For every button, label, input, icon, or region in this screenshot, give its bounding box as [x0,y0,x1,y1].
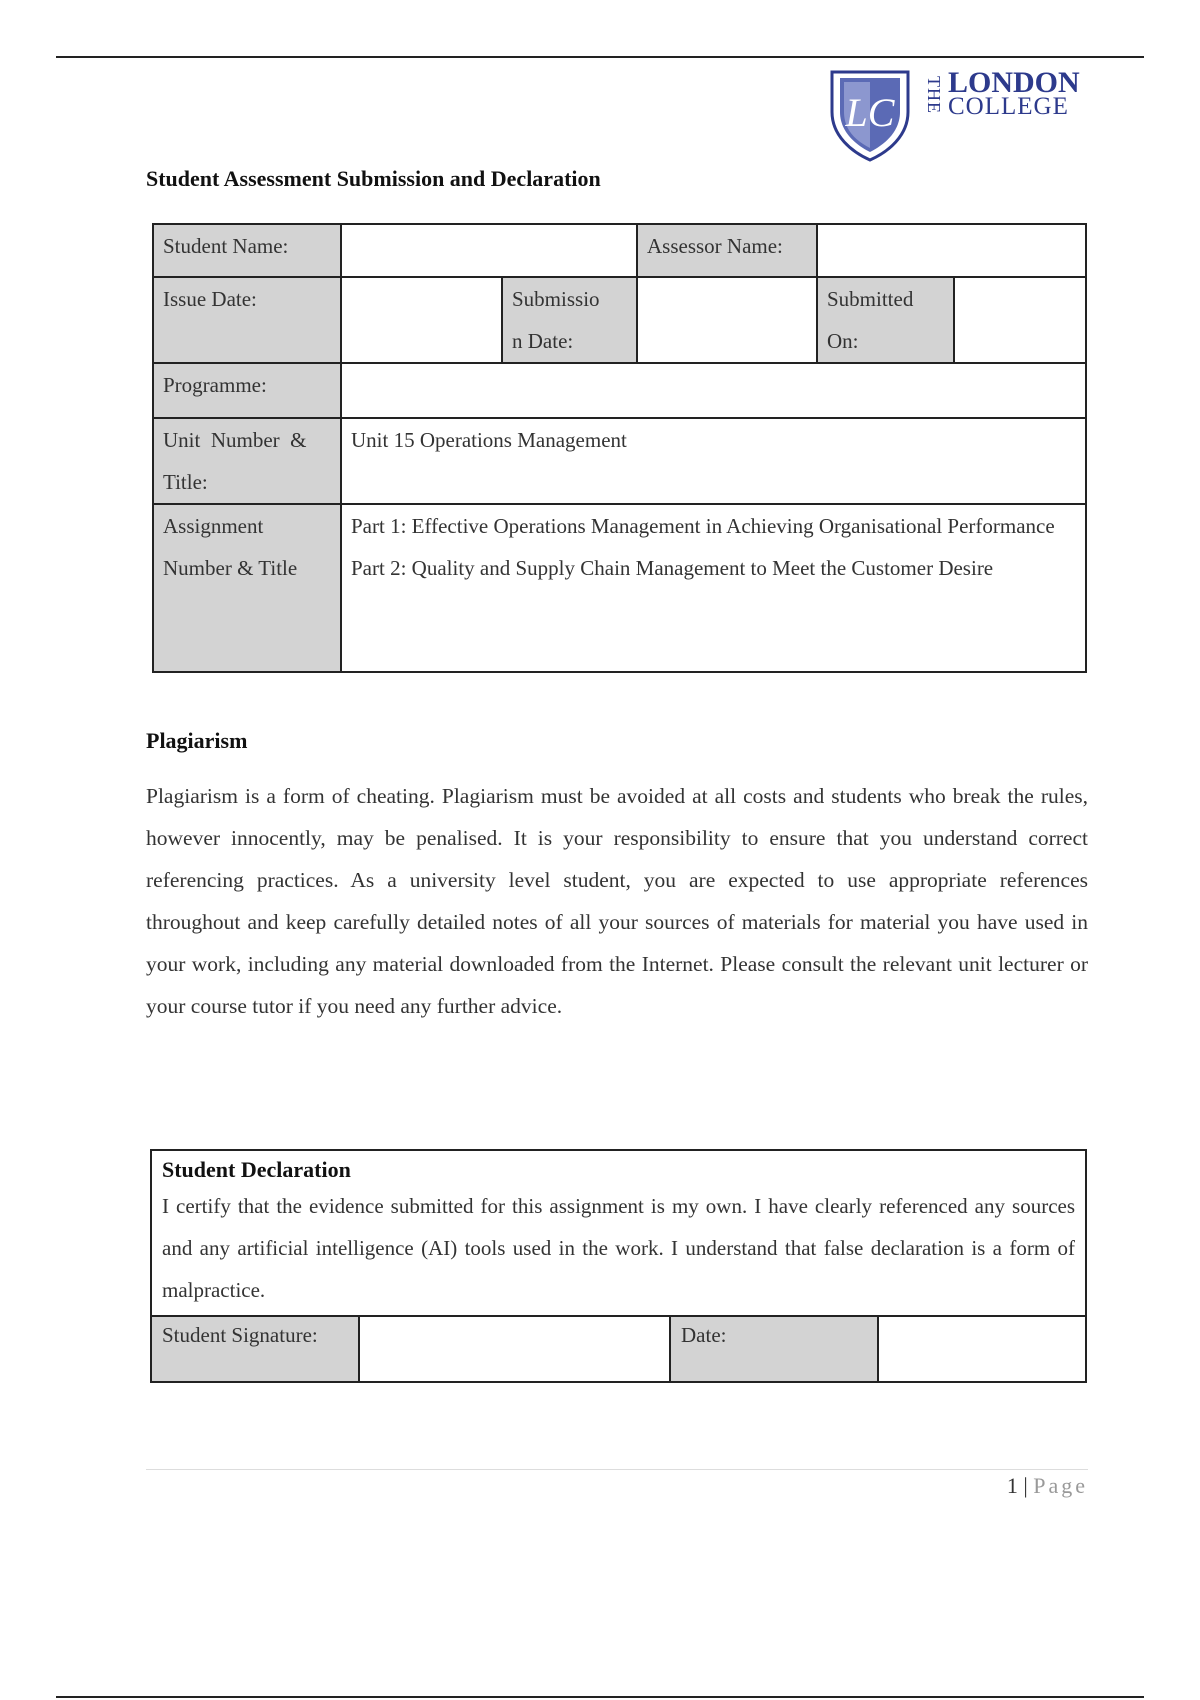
page-word: Page [1033,1473,1088,1498]
student-name-label: Student Name: [153,224,341,277]
unit-label-line1: Unit Number & [163,428,307,452]
logo-line1: LONDON [948,68,1080,99]
logo-monogram: LC [845,90,895,135]
submission-date-label-line2: n Date: [512,329,574,353]
footer-rule [146,1469,1088,1470]
footer-bottom-rule [56,1696,1144,1698]
date-field[interactable] [878,1316,1086,1382]
unit-label-line2: Title: [163,470,208,494]
assessor-name-field[interactable] [817,224,1086,277]
assessor-name-label: Assessor Name: [637,224,817,277]
signature-field[interactable] [359,1316,670,1382]
assignment-value [341,504,1086,672]
page-number: 1 [1006,1473,1018,1498]
submission-date-label-line1: Submissio [512,287,600,311]
unit-label [153,418,341,504]
submission-form-table [152,223,1087,673]
assignment-part-2: Part 2: Quality and Supply Chain Management to Meet the Customer Desire [351,556,994,580]
submitted-on-field[interactable] [954,277,1086,363]
assignment-part-1: Part 1: Effective Operations Management in Achieving Organisational Performance [351,514,1055,538]
submitted-on-label-line1: Submitted [827,287,914,311]
logo-prefix: THE [924,76,944,114]
college-logo [830,68,1100,164]
plagiarism-heading: Plagiarism [146,728,248,753]
assignment-label-line2: Number & Title [163,556,298,580]
header-rule [56,56,1144,58]
assignment-label-line1: Assignment [163,514,264,538]
student-name-field[interactable] [341,224,637,277]
date-label: Date: [670,1316,878,1382]
page-footer [1007,1473,1088,1499]
programme-label: Programme: [153,363,341,418]
page-separator: | [1023,1473,1028,1498]
document-title: Student Assessment Submission and Declaration [146,166,601,191]
programme-field[interactable] [341,363,1086,418]
submitted-on-label-line2: On: [827,329,859,353]
declaration-text: I certify that the evidence submitted for this assignment is my own. I have clearly referenced any sources and any artificial intelligence (AI) tools used in the work. I understand that false declaration is a form of malpractice. [162,1194,1076,1302]
declaration-cell [151,1150,1086,1316]
issue-date-label: Issue Date: [153,277,341,363]
issue-date-field[interactable] [341,277,502,363]
assignment-label [153,504,341,672]
signature-label: Student Signature: [151,1316,359,1382]
plagiarism-paragraph: Plagiarism is a form of cheating. Plagiarism must be avoided at all costs and students who break the rules, however innocently, may be penalised. It is your responsibility to ensure that you understand correct referencing practices. As a university level student, you are expected to use appropriate references throughout and keep carefully detailed notes of all your sources of materials for material you have used in your work, including any material downloaded from the Internet. Please consult the relevant unit lecturer or your course tutor if you need any further advice. [146,784,1088,1018]
shield-crest-icon [832,72,908,160]
submission-date-field[interactable] [637,277,817,363]
declaration-heading: Student Declaration [162,1157,351,1182]
unit-value: Unit 15 Operations Management [341,418,1086,504]
submission-date-label [502,277,637,363]
logo-line2: COLLEGE [948,93,1069,120]
student-declaration-table [150,1149,1087,1383]
submitted-on-label [817,277,954,363]
